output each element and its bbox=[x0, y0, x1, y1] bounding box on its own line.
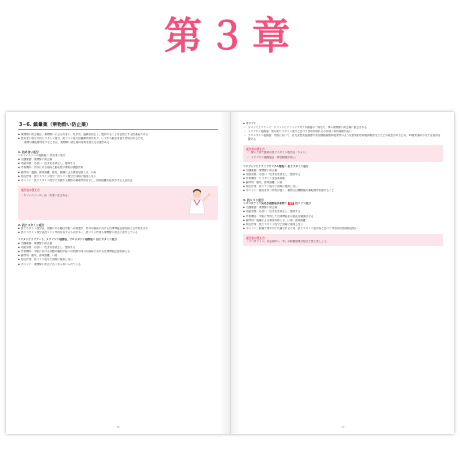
list-item: ● 作用機序：中枢に作用して自律神経系の混乱を軽減させる bbox=[243, 215, 443, 219]
intro-line: ● 乗物酔い防止薬は、乗物酔いによるめまい、吐き気、頭痛を防止し、緩和することを目的とする医薬品である bbox=[18, 133, 218, 137]
page-number: 74 bbox=[116, 426, 120, 429]
memory-tip-title: 成分名の覚え方 bbox=[21, 187, 40, 192]
book-spread bbox=[6, 112, 454, 434]
list-item: ● ポイント：肝臓で速やかに代謝されるため、抗ヒスタミン成分等と比べて作用の持続時間は短い bbox=[243, 227, 443, 231]
list-item: ● 効能効果：めまい・吐き気を防止し、緩和する bbox=[243, 210, 443, 214]
list-item: ● 作用機序：ヒスタミン受容体遮断 bbox=[243, 177, 443, 181]
list-item: ● 効能効果：めまい・吐き気を防止し、緩和する bbox=[18, 246, 218, 250]
memory-tip-box bbox=[243, 234, 443, 246]
ingredient-name: ＜スコポラミン臭化水素酸塩水和物＞ bbox=[243, 202, 288, 206]
point-item: ✓ メクリジン塩酸塩：他の抗ヒスタミン成分と比べて作用が現れるのが遅く持続時間が長い bbox=[243, 130, 443, 134]
point-item: ✓ プロメタジン塩酸塩：外国において、乳児突然死症候群や乳児睡眠時無呼吸発作のような致命的な呼吸抑制が生じたとの報告があるため、15歳未満の小児では使用を避ける bbox=[243, 134, 443, 142]
list-item: ● 副作用：散瞳による異常な眩しさ、口渇、排尿困難 bbox=[243, 219, 443, 223]
list-item: ● 相互作用：抗ヒスタミン成分・抗コリン成分と同時に服用しない bbox=[18, 175, 218, 179]
pharmacist-illustration-icon bbox=[182, 188, 212, 216]
paragraph: ● 抗ヒスタミン成分は、延髄にある嘔吐中枢への刺激や、内耳の前庭における自律神経反射を抑える作用を示す bbox=[18, 227, 218, 231]
list-item: ● ポイント：抗ヒスタミン成分と共通する類似の薬理作用を示し、排尿困難の症状がある人は注意 bbox=[18, 179, 218, 183]
list-item: ● 相互作用：抗ヒスタミン成分と同時に服用しない bbox=[243, 223, 443, 227]
memory-tip-box bbox=[243, 145, 443, 161]
intro-line: ● 抗めまい成分や抗ヒスタミン成分、抗コリン成分は鎮静作用があり、いずれも眠気を促す作用があるため、 bbox=[18, 137, 218, 141]
memory-tip-item: ✓ 酔いどめで最初の抗ヒスタミン成分は「ジメン」 bbox=[246, 151, 440, 155]
list-item: ● 副作用：頭痛、排尿困難、眠気、散瞳による異常な眩しさ、口渇 bbox=[18, 171, 218, 175]
subsection-heading: 3. 抗コリン成分 bbox=[243, 197, 264, 202]
memory-tip-title: 成分名の覚え方 bbox=[246, 147, 265, 152]
right-page bbox=[231, 112, 455, 434]
paragraph: ● 抗ヒスタミン成分は抗コリン作用を有するものが多く、抗コリン作用も乗物酔い防止に寄与している bbox=[18, 231, 218, 235]
chapter-title: 第３章 bbox=[163, 14, 296, 58]
memory-tip-text: 「スコポラミン」の名前から「ポ」の時間効果の短さと覚えましょう。 bbox=[246, 239, 329, 243]
ingredient-title: ＜ジフェニドール塩酸塩＞ 抗めまい成分 bbox=[18, 154, 66, 158]
list-item: ● 副作用：眠気、排尿困難、口渇 bbox=[18, 254, 218, 258]
memory-tip-item: ✓ メクリジン塩酸塩は「持続時間が長い」 bbox=[246, 156, 440, 160]
important-badge: 重要 bbox=[289, 202, 294, 206]
memory-tip-box bbox=[18, 186, 218, 220]
list-item: ● 作用機序：中枢における延髄の嘔吐中枢への刺激や内耳の前庭における自律神経反射を抑える bbox=[18, 250, 218, 254]
point-heading: ● ポイント bbox=[243, 122, 443, 126]
list-item: ● ポイント：眠気を伴う作用が強く、乗物又は機械類の運転操作を避けること bbox=[243, 189, 443, 193]
ingredient-title: ＜ジメンヒドリナート、メクリジン塩酸塩、プロメタジン塩酸塩＞ 抗ヒスタミン成分 bbox=[18, 237, 117, 241]
subsection-heading: 2. 抗ヒスタミン成分 bbox=[18, 222, 45, 227]
list-item: ● 出題範囲：乗物酔い防止薬 bbox=[18, 242, 218, 246]
list-item: ● 副作用：眠気、排尿困難、口渇 bbox=[243, 181, 443, 185]
list-item: ● 効能効果：めまい・吐き気を防止し、緩和する bbox=[18, 162, 218, 166]
intro-line: 乗物の運転操作をするときは、乗物酔い防止薬の使用を控える必要がある bbox=[24, 141, 110, 145]
list-item: ● 出題範囲：乗物酔い防止薬 bbox=[243, 169, 443, 173]
point-item: ✓ ジメンヒドリナート：ジフェンヒドラミンテオクル酸塩の一般名で、専ら乗物酔い防止薬に配合される bbox=[243, 126, 443, 130]
list-item: ● 相互作用：抗コリン成分と同時に服用しない bbox=[243, 185, 443, 189]
list-item: ● 出題範囲：乗物酔い防止薬 bbox=[18, 158, 218, 162]
section-heading: 3−6. 鎮暈薬（乗物酔い防止薬） bbox=[18, 122, 218, 130]
memory-tip-title: 成分名の覚え方 bbox=[246, 235, 265, 240]
subsection-heading: 1. 抗めまい成分 bbox=[18, 149, 39, 154]
memory-tip-text: 「ジフェニドール」は「めまいを止める」 bbox=[21, 194, 71, 198]
list-item: ● 効能効果：めまい・吐き気を防止し、緩和する bbox=[243, 173, 443, 177]
ingredient-category: 抗コリン成分 bbox=[295, 202, 311, 206]
left-page bbox=[6, 112, 230, 434]
list-item: ● 相互作用：抗コリン成分と同時に服用しない bbox=[18, 258, 218, 262]
page-number: 77 bbox=[341, 426, 345, 429]
list-item: ● 出題範囲：乗物酔い防止薬 bbox=[243, 206, 443, 210]
ingredient-title: ＜ジフェンヒドラミンサリチル酸塩＞ 抗ヒスタミン成分 bbox=[243, 164, 309, 168]
list-item: ● 作用機序：内耳にある前庭と脳を結ぶ神経の調節作用 bbox=[18, 166, 218, 170]
list-item: ● ポイント：乗物酔い防止に古くから用いられている bbox=[18, 263, 218, 267]
